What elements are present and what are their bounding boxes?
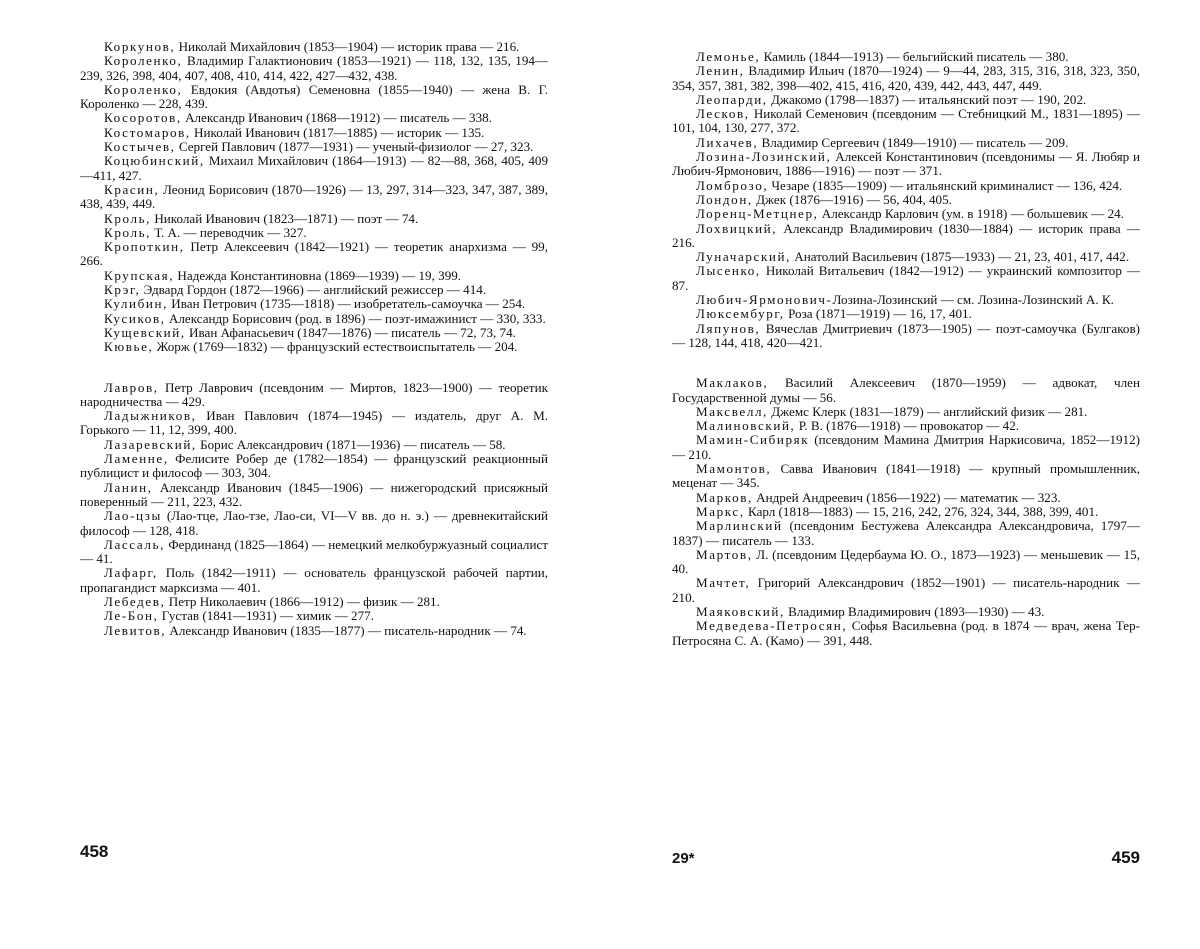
entry-description: Сергей Павлович (1877—1931) — ученый-физиолог — 27, 323. <box>175 139 534 155</box>
entry-description: Александр Борисович (род. в 1896) — поэт-имажинист — 330, 333. <box>165 310 546 326</box>
entry-description: Алексей Константинович (псевдонимы — Я. Любяр и Любич-Ярмонович, 1886—1916) — поэт — 371. <box>672 149 1140 179</box>
entry-name: Костомаров, <box>104 124 191 140</box>
index-entry <box>672 193 1140 207</box>
entry-description: Владимир Ильич (1870—1924) — 9—44, 283, 315, 316, 318, 323, 350, 354, 357, 381, 382, 398—402, 415, 416, 420, 439, 442, 443, 447, 449. <box>672 63 1140 93</box>
entry-description: Фелисите Робер де (1782—1854) — французский реакционный публицист и философ — 303, 304. <box>80 451 548 481</box>
entry-description: Чезаре (1835—1909) — итальянский криминалист — 136, 424. <box>768 177 1123 193</box>
entry-name: Мамин-Сибиряк <box>696 432 810 448</box>
entry-description: Т. А. — переводчик — 327. <box>151 224 307 240</box>
entry-description: Александр Карлович (ум. в 1918) — большевик — 24. <box>818 206 1124 222</box>
index-entry <box>672 619 1140 648</box>
index-entry <box>80 438 548 452</box>
entry-description: Надежда Константиновна (1869—1939) — 19, 399. <box>174 267 462 283</box>
entry-name: Лихачев, <box>696 134 759 150</box>
entry-name: Лебедев, <box>104 593 166 609</box>
entry-name: Любич-Ярмонович- <box>696 292 833 308</box>
entry-name: Ляпунов, <box>696 320 761 336</box>
entry-description: Джакомо (1798—1837) — итальянский поэт — 190, 202. <box>767 91 1087 107</box>
index-entry <box>672 433 1140 462</box>
index-entry <box>80 538 548 567</box>
entry-name: Крупская, <box>104 267 175 283</box>
entry-name: Короленко, <box>104 53 183 69</box>
index-entry <box>80 240 548 269</box>
entry-name: Люксембург, <box>696 306 785 322</box>
index-entry <box>672 491 1140 505</box>
entry-description: Александр Иванович (1868—1912) — писатель — 338. <box>181 110 492 126</box>
entry-name: Костычев, <box>104 139 176 155</box>
entry-name: Лоренц-Метцнер, <box>696 206 819 222</box>
index-entry <box>672 150 1140 179</box>
entry-name: Ламенне, <box>104 451 169 467</box>
entry-name: Крэг, <box>104 282 141 298</box>
entry-description: Савва Иванович (1841—1918) — крупный промышленник, меценат — 345. <box>672 461 1140 491</box>
entry-name: Мартов, <box>696 546 753 562</box>
entry-name: Лао-цзы <box>104 508 162 524</box>
entry-description: Жорж (1769—1832) — французский естествоиспытатель — 204. <box>153 339 518 355</box>
entry-description: Камиль (1844—1913) — бельгийский писатель — 380. <box>760 49 1069 64</box>
entry-description: Борис Александрович (1871—1936) — писатель — 58. <box>196 436 506 452</box>
entry-name: Кропоткин, <box>104 239 185 255</box>
entry-name: Ломброзо, <box>696 177 769 193</box>
entry-description: Владимир Владимирович (1893—1930) — 43. <box>784 603 1045 619</box>
index-entry <box>80 326 548 340</box>
entry-description: Александр Владимирович (1830—1884) — историк права — 216. <box>672 220 1140 250</box>
entry-name: Малиновский, <box>696 418 796 434</box>
index-entry <box>80 154 548 183</box>
index-entry <box>672 179 1140 193</box>
entry-description: Иван Афанасьевич (1847—1876) — писатель — 72, 73, 74. <box>185 324 516 340</box>
entry-name: Мачтет, <box>696 575 751 591</box>
index-entry <box>80 566 548 595</box>
entry-name: Мамонтов, <box>696 461 772 477</box>
entry-name: Лысенко, <box>696 263 761 279</box>
entry-description: Андрей Андреевич (1856—1922) — математик — 323. <box>752 489 1061 505</box>
index-entry <box>80 595 548 609</box>
index-entry <box>672 207 1140 221</box>
entry-name: Косоротов, <box>104 110 182 126</box>
index-entry <box>672 264 1140 293</box>
index-entry <box>80 83 548 112</box>
index-entry <box>672 376 1140 405</box>
entry-name: Леопарди, <box>696 91 768 107</box>
left-index-entries <box>80 40 548 638</box>
entry-name: Коцюбинский, <box>104 153 205 169</box>
entry-name: Маклаков, <box>696 375 769 391</box>
entry-description: Владимир Сергеевич (1849—1910) — писатель — 209. <box>758 134 1069 150</box>
entry-description: Петр Николаевич (1866—1912) — физик — 281. <box>165 593 440 609</box>
index-entry <box>672 307 1140 321</box>
entry-description: Владимир Галактионович (1853—1921) — 118, 132, 135, 194—239, 326, 398, 404, 407, 408, 410, 414, 422, 427—432, 438. <box>80 53 548 83</box>
entry-name: Лесков, <box>696 106 750 122</box>
entry-name: Лассаль, <box>104 536 165 552</box>
index-entry <box>672 50 1140 64</box>
entry-description: Эдвард Гордон (1872—1966) — английский режиссер — 414. <box>140 282 487 298</box>
index-entry <box>80 40 548 54</box>
index-entry <box>672 250 1140 264</box>
entry-name: Кущевский, <box>104 324 186 340</box>
index-entry <box>80 409 548 438</box>
index-entry <box>672 505 1140 519</box>
right-page-number: 459 <box>1111 848 1140 867</box>
entry-description: Джек (1876—1916) — 56, 404, 405. <box>752 191 952 207</box>
entry-description: Иван Павлович (1874—1945) — издатель, друг А. М. Горького — 11, 12, 399, 400. <box>80 408 548 438</box>
entry-name: Кусиков, <box>104 310 166 326</box>
index-entry <box>672 419 1140 433</box>
entry-description: Николай Иванович (1817—1885) — историк — 135. <box>190 124 485 140</box>
entry-description: Николай Семенович (псевдоним — Стебницкий М., 1831—1895) — 101, 104, 130, 277, 372. <box>672 106 1140 136</box>
entry-description: Николай Витальевич (1842—1912) — украинский композитор — 87. <box>672 263 1140 293</box>
entry-description: Джемс Клерк (1831—1879) — английский физик — 281. <box>767 403 1088 419</box>
entry-name: Луначарский, <box>696 249 792 265</box>
entry-description: (Лао-тце, Лао-тзе, Лао-си, VI—V вв. до н. э.) — древнекитайский философ — 128, 418. <box>80 508 548 538</box>
index-entry <box>80 111 548 125</box>
right-page <box>672 0 1140 949</box>
entry-name: Маяковский, <box>696 603 785 619</box>
entry-description: Николай Иванович (1823—1871) — поэт — 74. <box>151 210 419 226</box>
entry-description: Л. (псевдоним Цедербаума Ю. О., 1873—1923) — меньшевик — 15, 40. <box>672 546 1140 577</box>
entry-description: Михаил Михайлович (1864—1913) — 82—88, 368, 405, 409—411, 427. <box>80 153 548 183</box>
entry-description: Леонид Борисович (1870—1926) — 13, 297, 314—323, 347, 387, 389, 438, 439, 449. <box>80 181 548 212</box>
index-entry <box>80 54 548 83</box>
entry-name: Лавров, <box>104 379 159 395</box>
entry-name: Лозина-Лозинский, <box>696 149 832 165</box>
entry-description: Карл (1818—1883) — 15, 216, 242, 276, 324, 344, 388, 399, 401. <box>744 503 1099 519</box>
index-entry <box>672 293 1140 307</box>
entry-name: Ланин, <box>104 479 153 495</box>
entry-description: Поль (1842—1911) — основатель французской рабочей партии, пропагандист марксизма — 401. <box>80 565 548 595</box>
index-entry <box>80 283 548 297</box>
index-entry <box>672 519 1140 548</box>
entry-description: Р. В. (1876—1918) — провокатор — 42. <box>795 418 1020 434</box>
entry-name: Лазаревский, <box>104 436 197 452</box>
entry-description: Лозина-Лозинский — см. Лозина-Лозинский А. К. <box>832 292 1114 308</box>
entry-description: Роза (1871—1919) — 16, 17, 401. <box>784 306 972 322</box>
entry-name: Кювье, <box>104 339 154 355</box>
entry-description: Петр Алексеевич (1842—1921) — теоретик анархизма — 99, 266. <box>80 239 548 269</box>
entry-description: Анатолий Васильевич (1875—1933) — 21, 23, 401, 417, 442. <box>791 249 1130 265</box>
left-page-number: 458 <box>80 842 109 861</box>
index-entry <box>80 481 548 510</box>
index-entry <box>672 405 1140 419</box>
signature-mark: 29* <box>672 850 695 867</box>
entry-description: Василий Алексеевич (1870—1959) — адвокат, член Государственной думы — 56. <box>672 375 1140 405</box>
entry-description: (псевдоним Мамина Дмитрия Наркисовича, 1852—1912) — 210. <box>672 432 1140 462</box>
index-entry <box>672 605 1140 619</box>
index-entry <box>80 509 548 538</box>
index-entry <box>672 136 1140 150</box>
entry-description: Петр Лаврович (псевдоним — Миртов, 1823—1900) — теоретик народничества — 429. <box>80 379 548 409</box>
index-entry <box>80 269 548 283</box>
left-page <box>80 0 548 949</box>
entry-name: Кулибин, <box>104 296 169 312</box>
entry-name: Короленко, <box>104 81 183 97</box>
entry-description: (псевдоним Бестужева Александра Александровича, 1797—1837) — писатель — 133. <box>672 518 1140 548</box>
entry-name: Лемонье, <box>696 49 761 64</box>
index-entry <box>672 576 1140 605</box>
index-entry <box>80 624 548 638</box>
index-entry <box>672 222 1140 251</box>
index-entry <box>672 462 1140 491</box>
index-entry <box>80 140 548 154</box>
entry-description: Григорий Александрович (1852—1901) — писатель-народник — 210. <box>672 575 1140 605</box>
entry-name: Лохвицкий, <box>696 220 778 236</box>
index-entry <box>672 93 1140 107</box>
index-entry <box>80 609 548 623</box>
index-entry <box>672 548 1140 577</box>
letter-section-gap <box>80 355 548 381</box>
entry-name: Ладыжников, <box>104 408 197 424</box>
index-entry <box>80 183 548 212</box>
entry-name: Ле-Бон, <box>104 608 159 624</box>
entry-description: Александр Иванович (1845—1906) — нижегородский присяжный поверенный — 211, 223, 432. <box>80 479 548 509</box>
entry-name: Маркс, <box>696 503 745 519</box>
entry-description: Фердинанд (1825—1864) — немецкий мелкобуржуазный социалист — 41. <box>80 536 548 567</box>
index-entry <box>80 297 548 311</box>
letter-section-gap <box>672 350 1140 376</box>
entry-description: Николай Михайлович (1853—1904) — историк права — 216. <box>175 39 520 54</box>
entry-name: Марлинский <box>696 518 783 534</box>
right-index-entries <box>672 50 1140 648</box>
index-entry <box>80 452 548 481</box>
entry-name: Лафарг, <box>104 565 158 581</box>
entry-name: Максвелл, <box>696 403 768 419</box>
entry-name: Медведева-Петросян, <box>696 618 848 634</box>
index-entry <box>672 64 1140 93</box>
entry-name: Лондон, <box>696 191 753 207</box>
index-entry <box>80 340 548 354</box>
index-entry <box>80 381 548 410</box>
entry-description: Александр Иванович (1835—1877) — писатель-народник — 74. <box>166 622 527 638</box>
entry-name: Левитов, <box>104 622 167 638</box>
entry-name: Коркунов, <box>104 39 176 54</box>
entry-description: Вячеслав Дмитриевич (1873—1905) — поэт-самоучка (Булгаков) — 128, 144, 418, 420—421. <box>672 320 1140 350</box>
entry-name: Кроль, <box>104 224 152 240</box>
entry-description: Евдокия (Авдотья) Семеновна (1855—1940) — жена В. Г. Короленко — 228, 439. <box>80 81 548 112</box>
index-entry <box>80 312 548 326</box>
entry-description: Софья Васильевна (род. в 1874 — врач, жена Тер-Петросяна С. А. (Камо) — 391, 448. <box>672 618 1140 648</box>
entry-name: Марков, <box>696 489 753 505</box>
index-entry <box>672 107 1140 136</box>
index-entry <box>672 322 1140 351</box>
entry-name: Красин, <box>104 181 160 197</box>
entry-description: Густав (1841—1931) — химик — 277. <box>158 608 374 624</box>
index-entry <box>80 212 548 226</box>
entry-name: Ленин, <box>696 63 745 79</box>
index-entry <box>80 226 548 240</box>
index-entry <box>80 126 548 140</box>
entry-name: Кроль, <box>104 210 152 226</box>
entry-description: Иван Петрович (1735—1818) — изобретатель-самоучка — 254. <box>168 296 526 312</box>
